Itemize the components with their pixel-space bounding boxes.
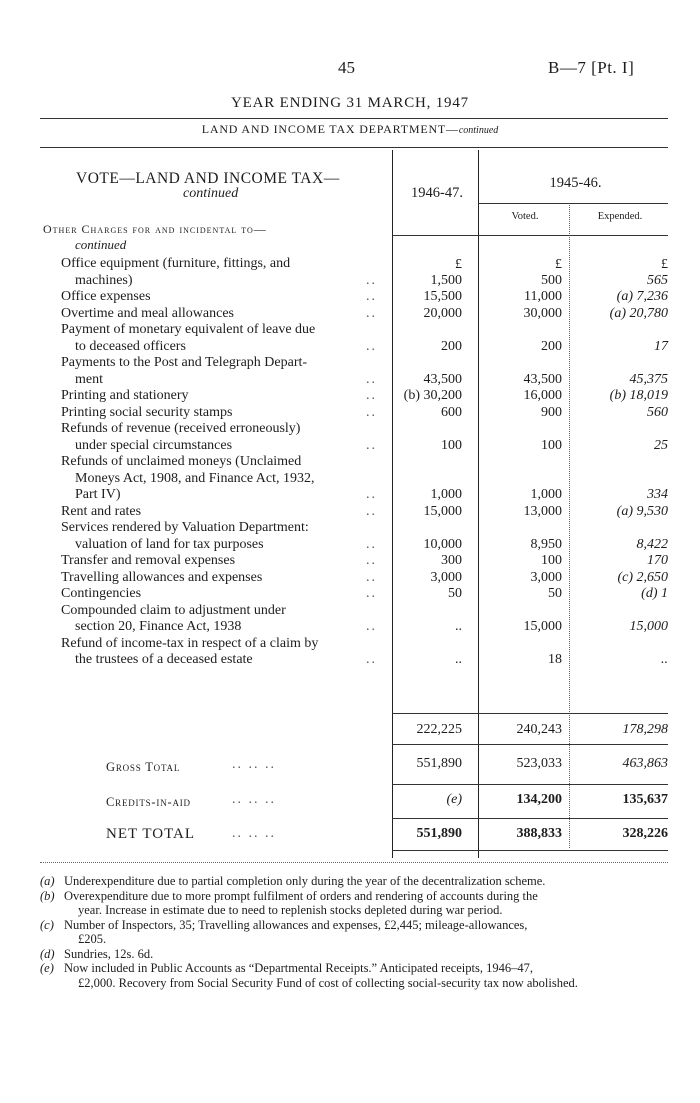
row-value-expended: 565	[647, 272, 668, 288]
column-header-1945-46: 1945-46.	[549, 175, 602, 191]
subtotal-expended: 178,298	[622, 722, 668, 737]
row-value-voted: 200	[541, 338, 562, 354]
row-value-expended: 25	[654, 437, 668, 453]
row-value-expended: 170	[647, 553, 668, 568]
row-value-voted: 100	[541, 437, 562, 453]
row-description-line: Contingencies	[61, 586, 142, 601]
gross-total-rule	[392, 784, 668, 785]
department-name: LAND AND INCOME TAX DEPARTMENT—	[201, 122, 459, 136]
net-total-label: NET TOTAL	[106, 826, 196, 842]
row-leader: ..	[366, 652, 377, 667]
row-description	[61, 586, 382, 603]
row-value-expended: 334	[647, 487, 668, 502]
column-header-expended: Expended.	[597, 211, 643, 222]
row-description-line: Refunds of revenue (received erroneously)	[61, 421, 301, 436]
row-description	[61, 306, 382, 323]
credits-expended: 135,637	[622, 792, 668, 807]
row-value-expended: 15,000	[629, 619, 668, 634]
footnote-continuation: £2,000. Recovery from Social Security Fund of cost of collecting social-security tax now abolished.	[78, 975, 578, 990]
row-description-line: Rent and rates	[61, 503, 142, 519]
row-value-voted: 16,000	[523, 388, 562, 403]
gross-total-label: Gross Total	[106, 760, 181, 774]
row-value-1946-47: 50	[448, 586, 462, 601]
row-leader: ..	[366, 272, 377, 288]
row-description-line: Printing and stationery	[61, 388, 189, 403]
net-total-expended: 328,226	[622, 826, 668, 841]
row-value-expended: (a) 9,530	[616, 503, 668, 519]
row-description-line: Part IV)	[75, 487, 121, 502]
row-description-line: the trustees of a deceased estate	[75, 652, 253, 667]
row-leader: ..	[366, 536, 377, 552]
row-description-line: Travelling allowances and expenses	[61, 569, 263, 585]
row-description-line: ment	[75, 371, 103, 387]
net-total-leader: .. .. ..	[232, 826, 276, 841]
row-value-1946-47: 600	[441, 404, 462, 420]
row-value-1946-47: 20,000	[423, 305, 462, 321]
row-value-expended: (a) 20,780	[609, 305, 668, 321]
row-description	[61, 520, 382, 553]
subtotal-rule	[392, 713, 668, 714]
footnote-text: Sundries, 12s. 6d.	[64, 946, 154, 961]
footnote	[40, 874, 668, 889]
footnote-text: Now included in Public Accounts as “Departmental Receipts.” Anticipated receipts, 1946–47,	[64, 961, 533, 975]
footnote-continuation: £205.	[78, 932, 107, 946]
row-description	[61, 355, 382, 388]
row-value-voted: 30,000	[523, 305, 562, 321]
footnote	[40, 947, 668, 962]
credits-1946-47: (e)	[446, 792, 462, 807]
row-description-line: Payment of monetary equivalent of leave due	[61, 322, 316, 337]
column-header-rule	[392, 235, 668, 236]
vote-title-continued: continued	[183, 186, 239, 201]
column-header-1946-47: 1946-47.	[411, 185, 463, 201]
row-value-expended: 560	[647, 404, 668, 420]
row-value-expended: (d) 1	[641, 586, 668, 601]
department-title	[0, 122, 700, 137]
row-value-expended: 17	[654, 338, 668, 354]
row-value-voted: 3,000	[530, 569, 562, 585]
row-value-voted: 50	[548, 586, 562, 601]
credits-rule	[392, 818, 668, 819]
footnote-rule	[40, 862, 668, 863]
row-leader: ..	[366, 503, 377, 519]
row-value-expended: (b) 18,019	[609, 388, 668, 403]
row-description	[61, 256, 382, 289]
credits-leader: .. .. ..	[232, 792, 276, 807]
row-description	[61, 322, 382, 355]
row-value-1946-47: 200	[441, 338, 462, 354]
row-value-expended: (a) 7,236	[616, 289, 668, 304]
footnote	[40, 961, 668, 990]
section-continued: continued	[75, 237, 127, 252]
row-value-1946-47: 43,500	[423, 371, 462, 387]
row-value-voted: 900	[541, 404, 562, 420]
gross-total-leader: .. .. ..	[232, 757, 276, 772]
header-rule	[40, 118, 668, 119]
footnote	[40, 889, 668, 918]
net-total-rule	[392, 850, 668, 851]
page-number: 45	[338, 58, 355, 77]
row-value-voted: 18	[548, 652, 562, 667]
row-description-line: Payments to the Post and Telegraph Depart-	[61, 355, 308, 370]
row-leader: ..	[366, 404, 377, 420]
row-description	[61, 553, 382, 570]
footnote-text: Overexpenditure due to more prompt fulfilment of orders and rendering of accounts during the	[64, 888, 538, 903]
footnote-text: Number of Inspectors, 35; Travelling allowances and expenses, £2,445; mileage-allowances,	[64, 917, 528, 932]
row-description	[61, 405, 382, 422]
row-value-voted: 43,500	[523, 371, 562, 387]
row-value-1946-47: 1,500	[430, 272, 462, 288]
row-value-voted: 1,000	[530, 487, 562, 502]
row-description-line: Overtime and meal allowances	[61, 305, 234, 321]
row-description-line: Office expenses	[61, 289, 151, 304]
subtotal-1946-47: 222,225	[416, 722, 462, 737]
row-leader: ..	[366, 305, 377, 321]
row-leader: ..	[366, 338, 377, 354]
credits-in-aid-label: Credits-in-aid	[106, 795, 191, 809]
currency-voted: £	[555, 257, 562, 272]
row-value-voted: 500	[541, 272, 562, 288]
row-description-line: Refunds of unclaimed moneys (Unclaimed	[61, 454, 302, 469]
footnote-continuation: year. Increase in estimate due to need to replenish stocks depleted during war period.	[78, 903, 503, 917]
row-description-line: valuation of land for tax purposes	[75, 536, 264, 552]
row-value-expended: 8,422	[636, 536, 668, 552]
row-value-expended: (c) 2,650	[617, 569, 668, 585]
row-value-expended: ..	[661, 652, 668, 667]
row-description-line: Office equipment (furniture, fittings, and	[61, 256, 291, 271]
row-value-1946-47: ..	[455, 652, 462, 667]
row-description-line: section 20, Finance Act, 1938	[75, 619, 242, 634]
footnote	[40, 918, 668, 947]
row-value-1946-47: ..	[455, 619, 462, 634]
row-description-line: Moneys Act, 1908, and Finance Act, 1932,	[75, 470, 315, 486]
currency-1946-47: £	[455, 257, 462, 272]
row-value-voted: 15,000	[523, 619, 562, 634]
row-description-line: Refund of income-tax in respect of a claim by	[61, 635, 319, 651]
column-rule-expended	[569, 205, 570, 848]
row-description	[61, 289, 382, 306]
row-value-voted: 11,000	[524, 289, 562, 304]
row-leader: ..	[366, 289, 377, 304]
row-description-line: under special circumstances	[75, 437, 233, 453]
department-rule	[40, 147, 668, 148]
subtotal-bottom-rule	[392, 744, 668, 745]
row-leader: ..	[366, 437, 377, 453]
row-leader: ..	[366, 569, 377, 585]
row-value-1946-47: 15,000	[423, 503, 462, 519]
row-description	[61, 603, 382, 636]
gross-total-1946-47: 551,890	[416, 756, 462, 771]
row-value-expended: 45,375	[629, 371, 668, 387]
row-description	[61, 421, 382, 454]
footnote-mark: (e)	[40, 961, 54, 975]
footnote-text: Underexpenditure due to partial completion only during the year of the decentralization scheme.	[64, 874, 546, 888]
vote-title-main: VOTE—LAND AND INCOME TAX—	[76, 170, 340, 187]
row-value-1946-47: 100	[441, 437, 462, 453]
row-value-1946-47: 300	[441, 553, 462, 568]
row-description	[61, 454, 382, 504]
footnote-mark: (d)	[40, 946, 55, 961]
credits-voted: 134,200	[516, 792, 562, 807]
row-description-line: to deceased officers	[75, 338, 186, 354]
row-value-voted: 100	[541, 553, 562, 568]
row-description-line: Transfer and removal expenses	[61, 553, 236, 568]
net-total-1946-47: 551,890	[416, 826, 462, 841]
row-value-1946-47: 1,000	[430, 487, 462, 502]
row-leader: ..	[366, 553, 377, 568]
row-value-1946-47: (b) 30,200	[403, 388, 462, 403]
prev-year-rule	[478, 203, 668, 204]
gross-total-voted: 523,033	[516, 756, 562, 771]
row-leader: ..	[366, 388, 377, 403]
column-rule-mid	[478, 150, 479, 858]
row-description-line: Services rendered by Valuation Department:	[61, 520, 309, 535]
row-description-line: Printing social security stamps	[61, 404, 233, 420]
row-description-line: Compounded claim to adjustment under	[61, 602, 286, 618]
row-leader: ..	[366, 586, 377, 601]
row-value-1946-47: 10,000	[423, 536, 462, 552]
year-title: YEAR ENDING 31 MARCH, 1947	[231, 95, 469, 111]
column-rule-left	[392, 150, 393, 858]
row-value-1946-47: 3,000	[430, 569, 462, 585]
row-value-voted: 8,950	[530, 536, 562, 552]
row-leader: ..	[366, 371, 377, 387]
currency-expended	[572, 257, 668, 274]
row-description	[61, 636, 382, 669]
row-value-1946-47: 15,500	[423, 289, 462, 304]
net-total-voted: 388,833	[516, 826, 562, 841]
subtotal-voted: 240,243	[516, 722, 562, 737]
section-title: Other Charges for and incidental to—	[43, 222, 267, 236]
footnote-mark: (c)	[40, 917, 54, 932]
department-continued: continued	[458, 125, 499, 136]
footnote-mark: (b)	[40, 888, 55, 903]
row-value-voted: 13,000	[523, 503, 562, 519]
row-leader: ..	[366, 487, 377, 502]
row-leader: ..	[366, 619, 377, 634]
vote-title	[48, 170, 393, 202]
row-description	[61, 388, 382, 405]
gross-total-expended: 463,863	[622, 756, 668, 771]
row-description-line: machines)	[75, 272, 133, 288]
document-reference: B—7 [Pt. I]	[548, 58, 635, 77]
footnote-mark: (a)	[40, 874, 55, 888]
row-description	[61, 570, 382, 587]
column-header-voted: Voted.	[511, 211, 539, 222]
currency-expended-symbol: £	[661, 257, 668, 272]
row-description	[61, 504, 382, 521]
